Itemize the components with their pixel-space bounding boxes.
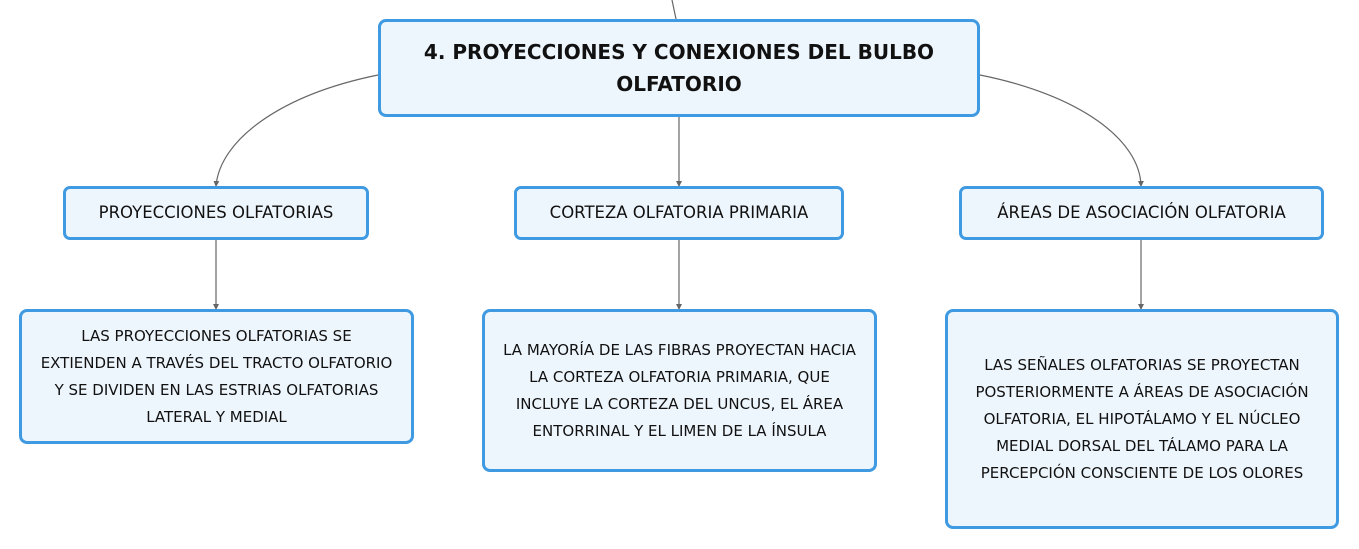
- leaf-node-areas-detail[interactable]: [945, 309, 1339, 529]
- branch-node-areas-de-asociacion-olfatoria[interactable]: [959, 186, 1324, 240]
- branch-node-corteza-olfatoria-primaria[interactable]: [514, 186, 844, 240]
- root-to-branch-3-connector: [980, 75, 1141, 186]
- root-to-branch-1-connector: [216, 75, 378, 186]
- root-node-label: 4. PROYECCIONES Y CONEXIONES DEL BULBO OLFATORIO: [423, 40, 935, 96]
- branch-node-label: PROYECCIONES OLFATORIAS: [98, 203, 334, 222]
- branch-node-label: ÁREAS DE ASOCIACIÓN OLFATORIA: [997, 203, 1286, 222]
- leaf-node-corteza-detail[interactable]: [482, 309, 877, 472]
- root-node[interactable]: [378, 19, 980, 117]
- leaf-node-text: LAS PROYECCIONES OLFATORIAS SE EXTIENDEN A TRAVÉS DEL TRACTO OLFATORIO Y SE DIVIDEN EN LAS ESTRIAS OLFATORIAS LATERAL Y MEDIAL: [40, 326, 393, 426]
- branch-node-proyecciones-olfatorias[interactable]: [63, 186, 369, 240]
- leaf-node-proyecciones-detail[interactable]: [19, 309, 414, 444]
- branch-node-label: CORTEZA OLFATORIA PRIMARIA: [549, 203, 809, 222]
- leaf-node-text: LA MAYORÍA DE LAS FIBRAS PROYECTAN HACIA LA CORTEZA OLFATORIA PRIMARIA, QUE INCLUYE LA CORTEZA DEL UNCUS, EL ÁREA ENTORRINAL Y EL LIMEN DE LA ÍNSULA: [503, 340, 856, 440]
- parent-connector: [672, 0, 676, 19]
- leaf-node-text: LAS SEÑALES OLFATORIAS SE PROYECTAN POSTERIORMENTE A ÁREAS DE ASOCIACIÓN OLFATORIA, EL HIPOTÁLAMO Y EL NÚCLEO MEDIAL DORSAL DEL TÁLAMO PARA LA PERCEPCIÓN CONSCIENTE DE LOS OLORES: [975, 355, 1309, 482]
